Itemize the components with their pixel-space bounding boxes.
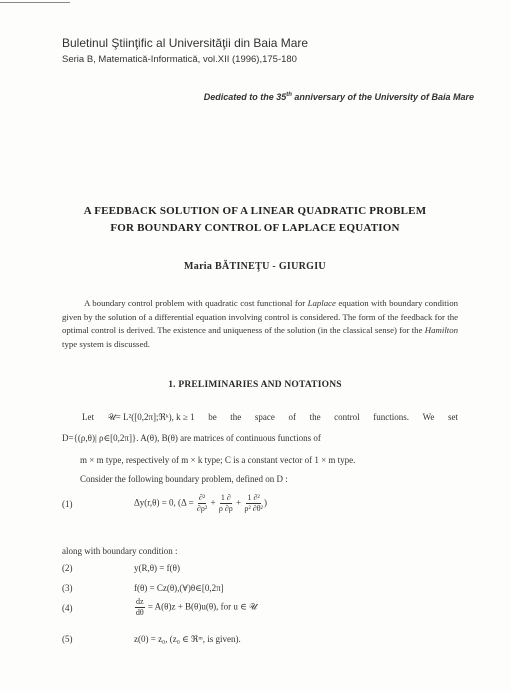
equation-number: (2) xyxy=(62,563,73,573)
equation-body xyxy=(134,597,257,618)
equation-number: (3) xyxy=(62,583,73,593)
eq-text: + xyxy=(233,497,244,508)
equation-1 xyxy=(62,493,462,529)
paper-title-line-1: A FEEDBACK SOLUTION OF A LINEAR QUADRATIC PROBLEM xyxy=(83,205,427,217)
word: be xyxy=(208,412,217,422)
abstract-laplace: Laplace xyxy=(307,298,336,308)
equation-number: (5) xyxy=(62,634,73,644)
equation-body xyxy=(134,493,267,514)
word: of xyxy=(288,412,296,422)
word: functions. xyxy=(373,412,410,422)
denominator: ρ² ∂θ² xyxy=(244,504,263,513)
numerator: dz xyxy=(136,597,144,606)
body-line-1 xyxy=(82,412,458,423)
dedication-sup: th xyxy=(286,92,292,98)
word: set xyxy=(447,412,458,422)
equation-body: z(0) = z₀, (z₀ ∈ ℜᵐ, is given). xyxy=(134,634,241,644)
eq-text: ) xyxy=(263,497,267,508)
denominator: ρ ∂ρ xyxy=(218,504,233,513)
body-line-2: D={(ρ,θ)| ρ∈[0,2π]}. A(θ), B(θ) are matrices of continuous functions of xyxy=(62,433,321,443)
top-rule xyxy=(0,2,70,3)
word: control xyxy=(334,412,360,422)
denominator: ∂ρ² xyxy=(196,504,208,513)
abstract-part-3: type system is discussed. xyxy=(62,338,150,349)
numerator: 1 ∂² xyxy=(247,493,260,502)
numerator: ∂² xyxy=(198,493,206,502)
eq-text: Δy(r,θ) = 0, (Δ = xyxy=(134,497,196,508)
body-line-3: m × m type, respectively of m × k type; C is a constant vector of 1 × m type. xyxy=(80,455,356,465)
equation-body: y(R,θ) = f(θ) xyxy=(134,563,180,573)
abstract xyxy=(62,297,458,351)
dedication-pre: Dedicated to the 35 xyxy=(203,92,287,102)
abstract-part-2: equation with boundary condition given by the solution of a differential equation involving control is considered. The form of the feedback for the optimal control is derived. The existence and uniqueness of the solution (in the classical sense) for the xyxy=(62,298,458,336)
word: 𝒰= L²([0,2π];ℜᵏ), k ≥ 1 xyxy=(107,412,195,422)
body-line-4: Consider the following boundary problem, defined on D : xyxy=(80,474,288,484)
journal-title: Buletinul Ştiinţific al Universităţii din Baia Mare xyxy=(62,36,309,50)
eq-text: = A(θ)z + B(θ)u(θ), for u ∈ 𝒰 xyxy=(145,601,258,612)
word: Let xyxy=(82,412,94,422)
word: the xyxy=(309,412,321,422)
word: space xyxy=(254,412,275,422)
eq-text: + xyxy=(208,497,218,508)
abstract-hamilton: Hamilton xyxy=(424,325,458,336)
fraction xyxy=(244,493,263,514)
dedication-post: anniversary of the University of Baia Mare xyxy=(291,92,474,102)
word: the xyxy=(230,412,242,422)
author: Maria BĂTINEŢU - GIURGIU xyxy=(184,261,326,272)
word: We xyxy=(422,412,435,422)
fraction xyxy=(197,493,207,514)
along-text: along with boundary condition : xyxy=(62,546,178,556)
paper-title-line-2: FOR BOUNDARY CONTROL OF LAPLACE EQUATION xyxy=(110,222,400,234)
dedication xyxy=(204,92,474,102)
numerator: 1 ∂ xyxy=(220,493,231,502)
fraction xyxy=(219,493,233,514)
denominator: dθ xyxy=(135,608,144,617)
equation-number: (1) xyxy=(62,499,73,509)
equation-number: (4) xyxy=(62,603,73,613)
equation-body: f(θ) = Cz(θ),(∀)θ∈[0,2π] xyxy=(134,583,224,593)
section-heading: 1. PRELIMINARIES AND NOTATIONS xyxy=(168,380,342,390)
abstract-part-1: A boundary control problem with quadratic cost functional for xyxy=(84,298,308,308)
journal-series: Seria B, Matematică-Informatică, vol.XII (1996),175-180 xyxy=(62,54,297,65)
fraction xyxy=(135,597,145,618)
